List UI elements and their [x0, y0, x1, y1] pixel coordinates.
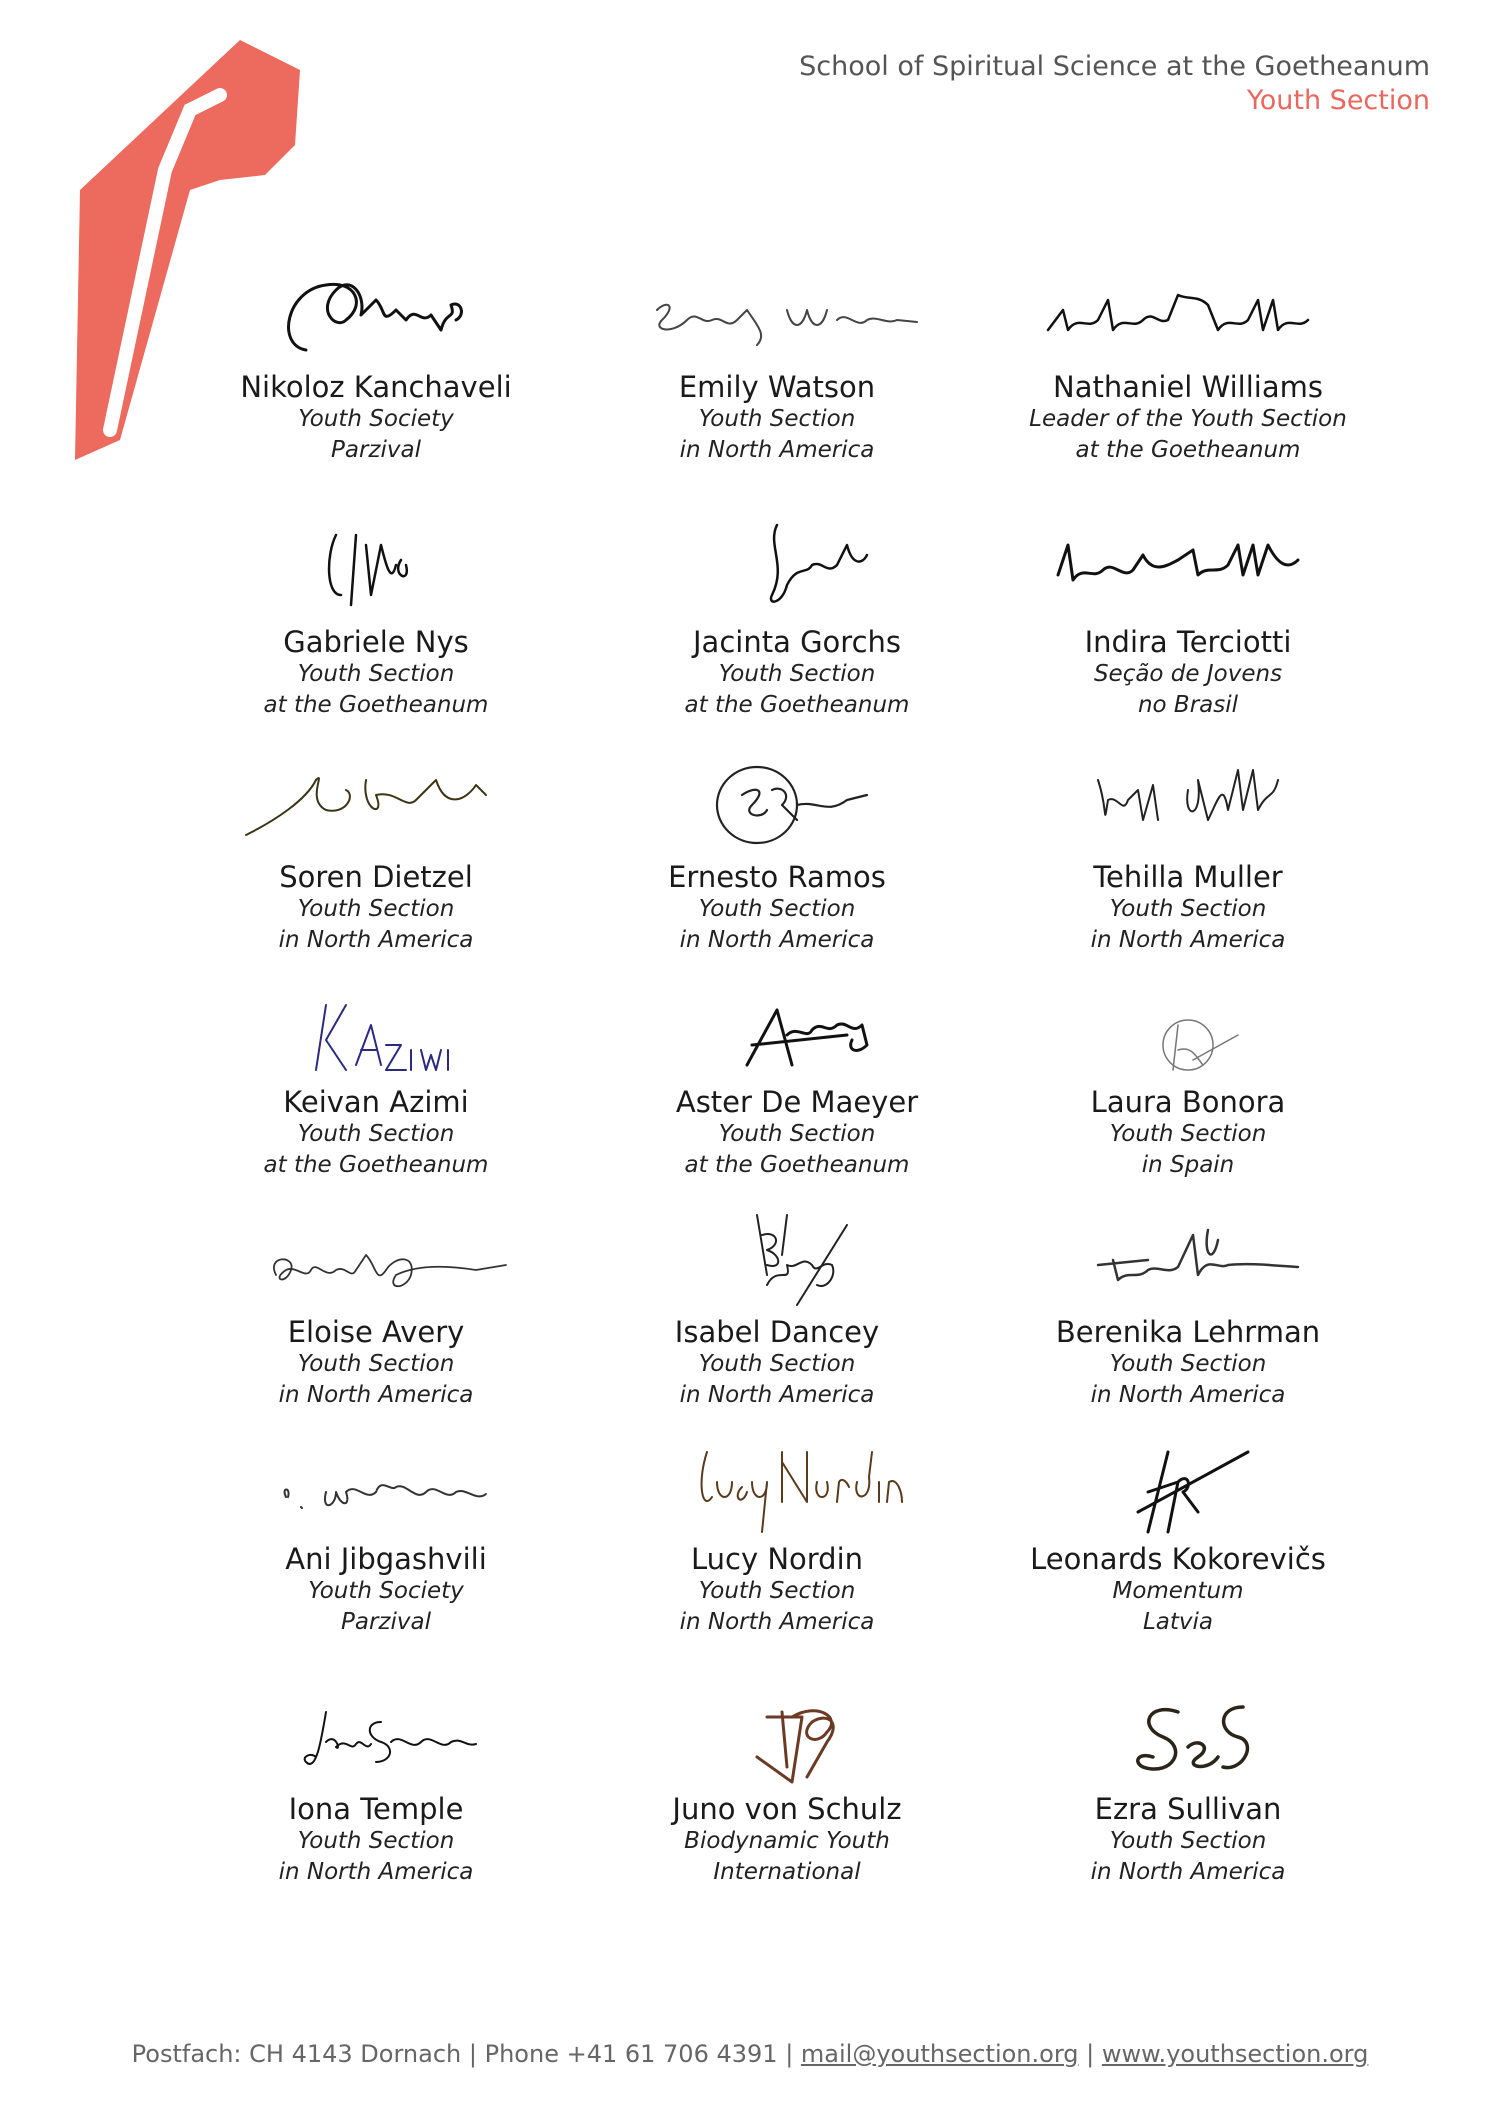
signatory-name: Tehilla Muller [1093, 860, 1283, 894]
signatory-role: Youth Section [1109, 896, 1267, 922]
signature-image [1028, 1195, 1348, 1315]
org-name: School of Spiritual Science at the Goetheanum [799, 51, 1430, 82]
signatory-place: Latvia [1142, 1609, 1214, 1635]
footer-phone: Phone +41 61 706 4391 [484, 2040, 778, 2068]
signatory-card [968, 740, 1408, 956]
signatory-role: Youth Section [297, 661, 455, 687]
signatory-role: Momentum [1112, 1578, 1244, 1604]
letterhead [799, 50, 1430, 118]
signatory-card [577, 965, 1017, 1181]
signatory-card [968, 1195, 1408, 1411]
signatory-place: at the Goetheanum [684, 692, 910, 718]
signatory-name: Gabriele Nys [283, 625, 469, 659]
signature-image [216, 1195, 536, 1315]
signatory-place: at the Goetheanum [263, 1152, 489, 1178]
signatory-name: Indira Terciotti [1084, 625, 1292, 659]
letter-footer [0, 2040, 1500, 2068]
signatory-place: in North America [1090, 927, 1286, 953]
signatory-name: Isabel Dancey [674, 1315, 880, 1349]
signatory-card [156, 1672, 596, 1888]
footer-email-link[interactable]: mail@youthsection.org [800, 2040, 1079, 2068]
signatory-place: in North America [278, 1859, 474, 1885]
signature-image [1028, 965, 1348, 1085]
signature-image [216, 505, 536, 625]
signatory-card [968, 1672, 1408, 1888]
footer-separator: | [468, 2040, 477, 2068]
signatory-place: in North America [679, 1382, 875, 1408]
signatory-role: Youth Section [297, 1121, 455, 1147]
signatory-role: Youth Section [1109, 1828, 1267, 1854]
signatory-name: Laura Bonora [1090, 1085, 1286, 1119]
signatory-name: Leonards Kokorevičs [1030, 1542, 1326, 1576]
signature-image [1028, 250, 1348, 370]
signatory-place: International [713, 1859, 861, 1885]
signatory-name: Nikoloz Kanchaveli [240, 370, 512, 404]
signatory-name: Emily Watson [678, 370, 876, 404]
footer-website-link[interactable]: www.youthsection.org [1101, 2040, 1369, 2068]
signatory-name: Aster De Maeyer [675, 1085, 919, 1119]
signatory-place: at the Goetheanum [263, 692, 489, 718]
signature-image [637, 965, 957, 1085]
signature-image [226, 1422, 546, 1542]
signatory-name: Berenika Lehrman [1055, 1315, 1321, 1349]
signatory-role: Biodynamic Youth [684, 1828, 890, 1854]
signature-image [216, 1672, 536, 1792]
signature-image [617, 740, 937, 860]
signatory-role: Youth Section [1109, 1351, 1267, 1377]
signatory-card [577, 505, 1017, 721]
signatory-role: Youth Section [718, 661, 876, 687]
signature-image [216, 965, 536, 1085]
footer-separator: | [1086, 2040, 1095, 2068]
signatory-place: in North America [679, 1609, 875, 1635]
signatory-role: Seção de Jovens [1093, 661, 1283, 687]
signatory-role: Youth Section [698, 1578, 856, 1604]
signatory-place: no Brasil [1137, 692, 1239, 718]
signatory-card [557, 250, 997, 466]
signature-image [1018, 1422, 1338, 1542]
signature-image [617, 1422, 937, 1542]
footer-separator: | [785, 2040, 794, 2068]
signatory-name: Juno von Schulz [672, 1792, 902, 1826]
signature-image [1028, 505, 1348, 625]
signatory-role: Youth Society [298, 406, 454, 432]
signatory-place: in North America [679, 437, 875, 463]
signatory-role: Youth Society [308, 1578, 464, 1604]
signatory-card [968, 965, 1408, 1181]
signatory-place: in North America [1090, 1382, 1286, 1408]
signatory-role: Youth Section [1109, 1121, 1267, 1147]
signatory-place: in Spain [1141, 1152, 1235, 1178]
signatory-card [968, 505, 1408, 721]
signatory-role: Youth Section [297, 1351, 455, 1377]
signatory-card [557, 1195, 997, 1411]
signatory-name: Nathaniel Williams [1053, 370, 1323, 404]
signatory-place: at the Goetheanum [1075, 437, 1301, 463]
signature-image [617, 1195, 937, 1315]
signatory-name: Jacinta Gorchs [693, 625, 901, 659]
signatory-name: Ernesto Ramos [668, 860, 886, 894]
signatory-role: Youth Section [297, 1828, 455, 1854]
signatory-name: Eloise Avery [287, 1315, 465, 1349]
signature-image [627, 1672, 947, 1792]
signatory-place: Parzival [341, 1609, 431, 1635]
signatory-card [156, 505, 596, 721]
signatory-role: Youth Section [297, 896, 455, 922]
signatory-place: in North America [278, 927, 474, 953]
signature-image [1028, 740, 1348, 860]
signatory-name: Lucy Nordin [690, 1542, 864, 1576]
signatory-role: Youth Section [698, 1351, 856, 1377]
signatory-card [156, 965, 596, 1181]
signatory-name: Ani Jibgashvili [285, 1542, 487, 1576]
signatory-place: in North America [1090, 1859, 1286, 1885]
signatory-card [557, 740, 997, 956]
signatory-name: Ezra Sullivan [1094, 1792, 1282, 1826]
signatory-name: Keivan Azimi [283, 1085, 469, 1119]
signatory-card [968, 250, 1408, 466]
signatory-role: Youth Section [718, 1121, 876, 1147]
signature-image [216, 740, 536, 860]
signatory-card [567, 1672, 1007, 1888]
signatory-role: Youth Section [698, 406, 856, 432]
signatory-card [156, 250, 596, 466]
signature-image [637, 505, 957, 625]
signatory-name: Soren Dietzel [279, 860, 473, 894]
signatory-card [166, 1422, 606, 1638]
signatory-role: Leader of the Youth Section [1029, 406, 1347, 432]
signatory-place: at the Goetheanum [684, 1152, 910, 1178]
signature-image [617, 250, 937, 370]
signature-image [1028, 1672, 1348, 1792]
signatory-role: Youth Section [698, 896, 856, 922]
signature-image [216, 250, 536, 370]
signatory-card [557, 1422, 997, 1638]
signatory-place: in North America [278, 1382, 474, 1408]
section-name: Youth Section [1246, 85, 1430, 116]
signatory-place: Parzival [331, 437, 421, 463]
signatory-card [156, 740, 596, 956]
signatory-card [156, 1195, 596, 1411]
signatory-place: in North America [679, 927, 875, 953]
signatory-name: Iona Temple [288, 1792, 464, 1826]
footer-address: Postfach: CH 4143 Dornach [131, 2040, 462, 2068]
signatory-card [958, 1422, 1398, 1638]
